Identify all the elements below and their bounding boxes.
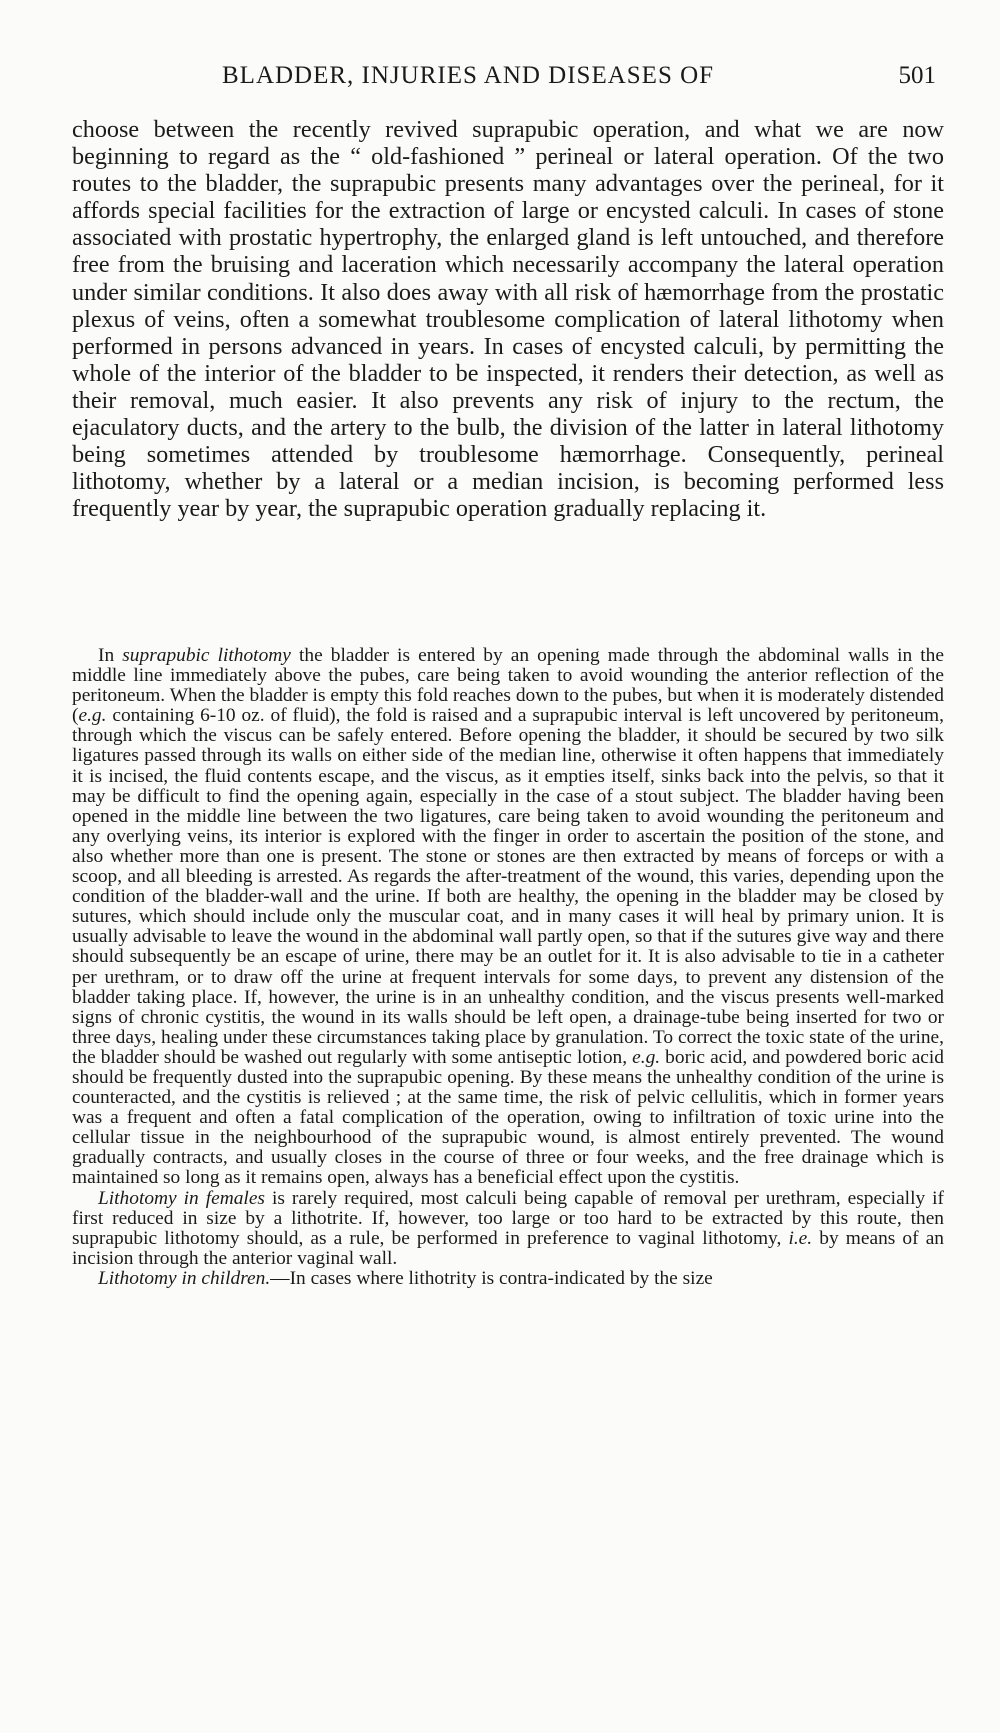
paragraph-lithotomy-children: [72, 1269, 944, 1289]
paragraph-2-text-c: boric acid, and powdered boric acid should be frequently dusted into the suprapubic opening. By these means the unhealthy condition of the urine is counteracted, and the cystitis is relieved ; at the same time, the risk of pelvic cellulitis, which in former years was a frequent and often a fatal complication of the operation, owing to infiltration of toxic urine into the cellular tissue in the neighbourhood of the suprapubic wound, is almost entirely prevented. The wound gradually contracts, and usually closes in the course of three or four weeks, and the free drainage which is maintained so long as it remains open, always has a beneficial effect upon the cystitis.: [72, 1046, 944, 1189]
term-lithotomy-children: Lithotomy in children.: [98, 1267, 271, 1289]
abbrev-ie: i.e.: [788, 1227, 813, 1249]
paragraph-4-text: —In cases where lithotrity is contra-indicated by the size: [270, 1267, 713, 1289]
term-suprapubic-lithotomy: suprapubic lithotomy: [122, 645, 291, 666]
paragraph-2-text-a: the bladder is entered by an opening made through the abdominal walls in the middle line immediately above the pubes, care being taken to avoid wounding the anterior reflection of the peritoneum. When the bladder is empty this fold reaches down to the pubes, but when it is moderately distended (: [72, 645, 944, 727]
paragraph-lithotomy-females: [72, 1189, 944, 1269]
page-header: [72, 60, 938, 100]
paragraph-2-lead: In: [98, 645, 123, 666]
paragraph-3-text-a: is rarely required, most calculi being capable of removal per urethram, especially if first reduced in size by a lithotrite. If, however, too large or too hard to be extracted by this route, then suprapubic lithotomy should, as a rule, be performed in preference to vaginal lithotomy,: [72, 1187, 945, 1249]
running-title: BLADDER, INJURIES AND DISEASES OF: [222, 62, 715, 89]
abbrev-eg-2: e.g.: [632, 1046, 661, 1068]
paragraph-suprapubic-advantages: [72, 116, 944, 522]
paragraph-2-text-b: containing 6-10 oz. of fluid), the fold is raised and a suprapubic interval is left uncovered by peritoneum, through which the viscus can be safely entered. Before opening the bladder, it should be secured by two silk ligatures passed through its walls on either side of the median line, otherwise it often happens that immediately it is incised, the fluid contents escape, and the viscus, as it empties itself, sinks back into the pelvis, so that it may be difficult to find the opening again, especially in the case of a stout subject. The bladder having been opened in the middle line between the two ligatures, care being taken to avoid wounding the peritoneum and any overlying veins, its interior is explored with the finger in order to ascertain the position of the stone, and also whether more than one is present. The stone or stones are then extracted by means of forceps or with a scoop, and all bleeding is arrested. As regards the after-treatment of the wound, this varies, depending upon the condition of the bladder-wall and the urine. If both are healthy, the opening in the bladder may be closed by sutures, which should include only the muscular coat, and in many cases it will heal by primary union. It is usually advisable to leave the wound in the abdominal wall partly open, so that if the sutures give way and there should subsequently be an escape of urine, there may be an outlet for it. It is also advisable to tie in a catheter per urethram, or to draw off the urine at frequent intervals for some days, to prevent any distension of the bladder taking place. If, however, the urine is in an unhealthy condition, and the viscus presents well-marked signs of chronic cystitis, the wound in its walls should be left open, a drainage-tube being inserted for two or three days, healing under these circumstances taking place by granulation. To correct the toxic state of the urine, the bladder should be washed out regularly with some antiseptic lotion,: [72, 705, 944, 1068]
abbrev-eg: e.g.: [78, 705, 107, 727]
paragraph-suprapubic-lithotomy: [72, 646, 944, 1189]
paragraph-1-text: choose between the recently revived suprapubic operation, and what we are now beginning to regard as the “ old-fashioned ” perineal or lateral operation. Of the two routes to the bladder, the suprapubic presents many advantages over the perineal, for it affords special facilities for the extraction of large or encysted calculi. In cases of stone associated with prostatic hypertrophy, the enlarged gland is left untouched, and therefore free from the bruising and laceration which necessarily accompany the lateral operation under similar conditions. It also does away with all risk of hæmorrhage from the prostatic plexus of veins, often a somewhat troublesome complication of lateral lithotomy when performed in persons advanced in years. In cases of encysted calculi, by permitting the whole of the interior of the bladder to be inspected, it renders their detection, as well as their removal, much easier. It also prevents any risk of injury to the rectum, the ejaculatory ducts, and the artery to the bulb, the division of the latter in lateral lithotomy being sometimes attended by troublesome hæmorrhage. Consequently, perineal lithotomy, whether by a lateral or a median incision, is becoming performed less frequently year by year, the suprapubic operation gradually replacing it.: [72, 116, 944, 523]
page-number: 501: [898, 62, 936, 89]
term-lithotomy-females: Lithotomy in females: [98, 1187, 265, 1209]
small-print-section: [72, 646, 944, 1289]
paragraph-3-text-b: by means of an incision through the anterior vaginal wall.: [72, 1227, 944, 1269]
